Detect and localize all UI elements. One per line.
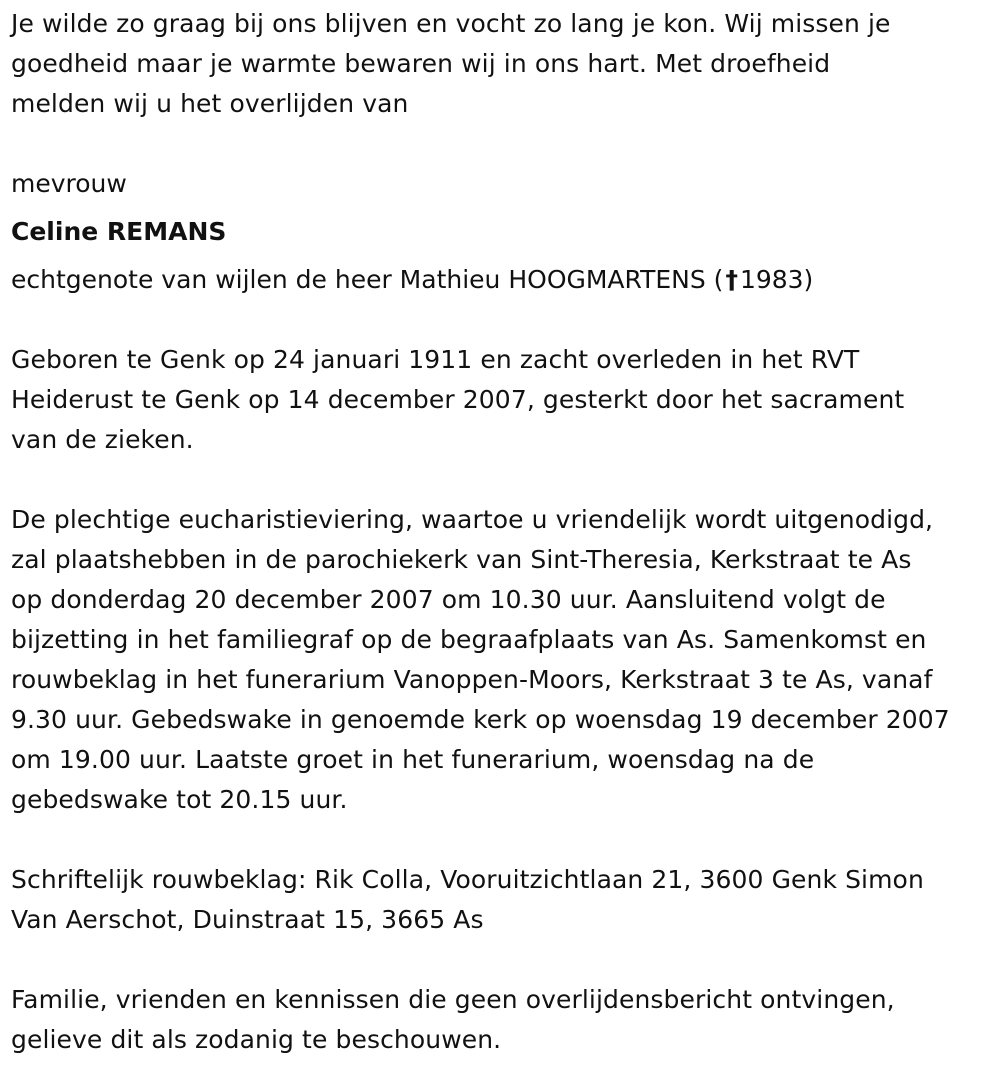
ceremony-line: rouwbeklag in het funerarium Vanoppen-Moors, Kerkstraat 3 te As, vanaf	[11, 665, 933, 694]
paragraph-gap	[11, 820, 990, 860]
cross-icon: †	[725, 265, 738, 294]
paragraph-gap	[11, 300, 990, 340]
ceremony-line: om 19.00 uur. Laatste groet in het funerarium, woensdag na de	[11, 745, 815, 774]
spouse-line	[11, 260, 990, 300]
ceremony-line: op donderdag 20 december 2007 om 10.30 uur. Aansluitend volgt de	[11, 585, 886, 614]
ceremony-paragraph	[11, 500, 990, 820]
deceased-name: Celine REMANS	[11, 217, 227, 246]
birth-death-line: Geboren te Genk op 24 januari 1911 en zacht overleden in het RVT	[11, 345, 860, 374]
birth-death-line: van de zieken.	[11, 425, 194, 454]
birth-death-paragraph	[11, 340, 990, 460]
ceremony-line: De plechtige eucharistieviering, waartoe u vriendelijk wordt uitgenodigd,	[11, 505, 934, 534]
closing-line: Familie, vrienden en kennissen die geen overlijdensbericht ontvingen,	[11, 985, 895, 1014]
ceremony-line: bijzetting in het familiegraf op de begraafplaats van As. Samenkomst en	[11, 625, 927, 654]
paragraph-gap	[11, 940, 990, 980]
intro-line: Je wilde zo graag bij ons blijven en vocht zo lang je kon. Wij missen je	[11, 9, 891, 38]
closing-paragraph	[11, 980, 990, 1060]
spouse-text: echtgenote van wijlen de heer Mathieu HOOGMARTENS (	[11, 265, 724, 294]
condolences-paragraph	[11, 860, 990, 940]
condolences-line: Schriftelijk rouwbeklag: Rik Colla, Vooruitzichtlaan 21, 3600 Genk Simon	[11, 865, 924, 894]
intro-paragraph	[11, 4, 990, 124]
salutation: mevrouw	[11, 169, 127, 198]
closing-line: gelieve dit als zodanig te beschouwen.	[11, 1025, 502, 1054]
spouse-death-year: 1983)	[739, 265, 814, 294]
ceremony-line: gebedswake tot 20.15 uur.	[11, 785, 348, 814]
paragraph-gap	[11, 460, 990, 500]
paragraph-gap	[11, 124, 990, 164]
intro-line: melden wij u het overlijden van	[11, 89, 409, 118]
ceremony-line: 9.30 uur. Gebedswake in genoemde kerk op woensdag 19 december 2007	[11, 705, 950, 734]
birth-death-line: Heiderust te Genk op 14 december 2007, gesterkt door het sacrament	[11, 385, 905, 414]
condolences-line: Van Aerschot, Duinstraat 15, 3665 As	[11, 905, 484, 934]
intro-line: goedheid maar je warmte bewaren wij in ons hart. Met droefheid	[11, 49, 831, 78]
ceremony-line: zal plaatshebben in de parochiekerk van Sint-Theresia, Kerkstraat te As	[11, 545, 912, 574]
